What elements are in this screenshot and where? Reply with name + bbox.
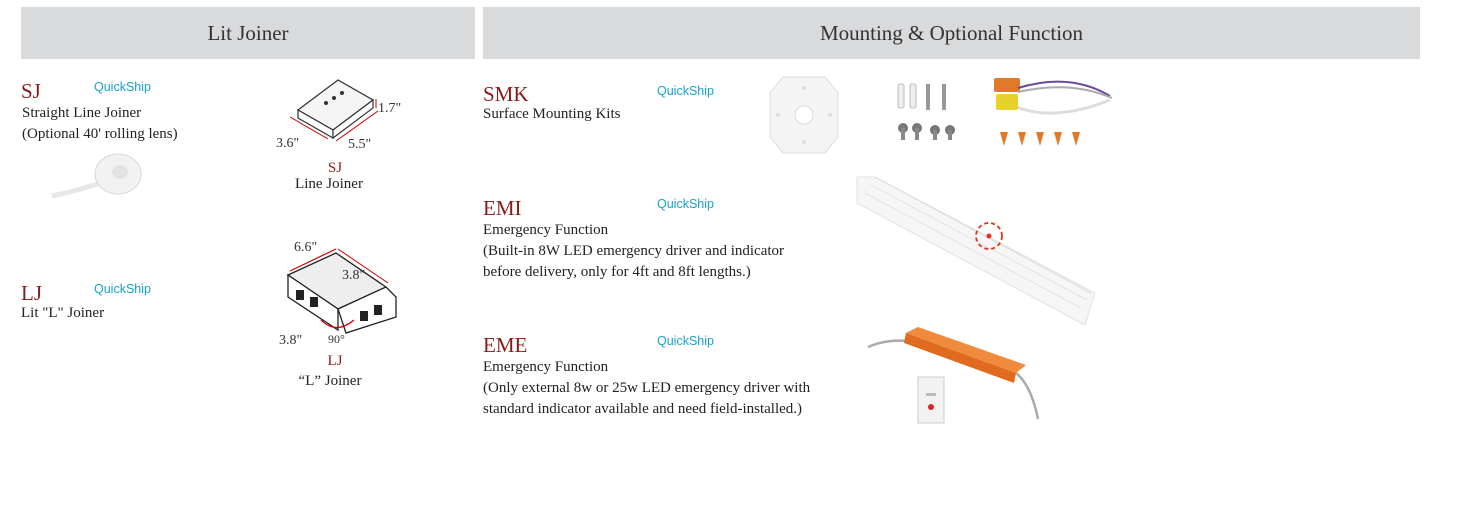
eme-quickship-badge: QuickShip bbox=[657, 334, 714, 348]
sj-code: SJ bbox=[21, 79, 41, 103]
lj-dim-side: 3.8" bbox=[342, 268, 366, 283]
mounting-header: Mounting & Optional Function bbox=[483, 7, 1420, 59]
wire-connector-kit-image bbox=[990, 74, 1120, 154]
lit-joiner-header: Lit Joiner bbox=[21, 7, 475, 59]
sj-quickship-badge: QuickShip bbox=[94, 80, 151, 94]
sj-description-line: Straight Line Joiner bbox=[22, 105, 142, 121]
emi-description-line: Emergency Function bbox=[483, 222, 609, 238]
lj-code: LJ bbox=[21, 281, 42, 305]
lj-joiner-diagram bbox=[276, 245, 411, 340]
eme-description-line: Emergency Function bbox=[483, 359, 609, 375]
emi-description bbox=[483, 220, 784, 283]
emi-description-line: (Built-in 8W LED emergency driver and indicator bbox=[483, 243, 785, 259]
eme-description-line: standard indicator available and need field-installed.) bbox=[483, 401, 803, 417]
smk-description-line: Surface Mounting Kits bbox=[483, 106, 621, 122]
eme-description bbox=[483, 357, 810, 420]
sj-caption-code: SJ bbox=[327, 160, 343, 176]
lj-angle: 90° bbox=[328, 332, 345, 346]
sj-dim-length: 5.5" bbox=[348, 137, 372, 152]
emergency-driver-image bbox=[866, 325, 1046, 425]
linear-fixture-image bbox=[855, 175, 1095, 330]
rolling-lens-image bbox=[50, 150, 145, 202]
sj-dim-width: 3.6" bbox=[276, 136, 300, 151]
emi-quickship-badge: QuickShip bbox=[657, 197, 714, 211]
eme-description-line: (Only external 8w or 25w LED emergency driver with bbox=[483, 380, 811, 396]
lj-dim-top: 6.6" bbox=[294, 240, 318, 255]
lj-dim-left: 3.8" bbox=[279, 333, 303, 348]
sj-description bbox=[22, 103, 178, 145]
emi-description-line: before delivery, only for 4ft and 8ft lengths.) bbox=[483, 264, 751, 280]
emi-code: EMI bbox=[483, 196, 522, 220]
sj-dim-height: 1.7" bbox=[378, 101, 402, 116]
lj-caption: “L” Joiner bbox=[298, 373, 362, 389]
sj-description-line: (Optional 40' rolling lens) bbox=[22, 126, 178, 142]
lj-description bbox=[21, 303, 104, 324]
sj-caption: Line Joiner bbox=[295, 176, 363, 192]
eme-code: EME bbox=[483, 333, 528, 357]
mounting-plate-image bbox=[768, 75, 840, 155]
lj-caption-code: LJ bbox=[327, 353, 343, 369]
lj-quickship-badge: QuickShip bbox=[94, 282, 151, 296]
smk-description bbox=[483, 104, 620, 125]
smk-code: SMK bbox=[483, 82, 529, 106]
lj-description-line: Lit "L" Joiner bbox=[21, 305, 105, 321]
screws-anchors-image bbox=[894, 82, 960, 144]
smk-quickship-badge: QuickShip bbox=[657, 84, 714, 98]
